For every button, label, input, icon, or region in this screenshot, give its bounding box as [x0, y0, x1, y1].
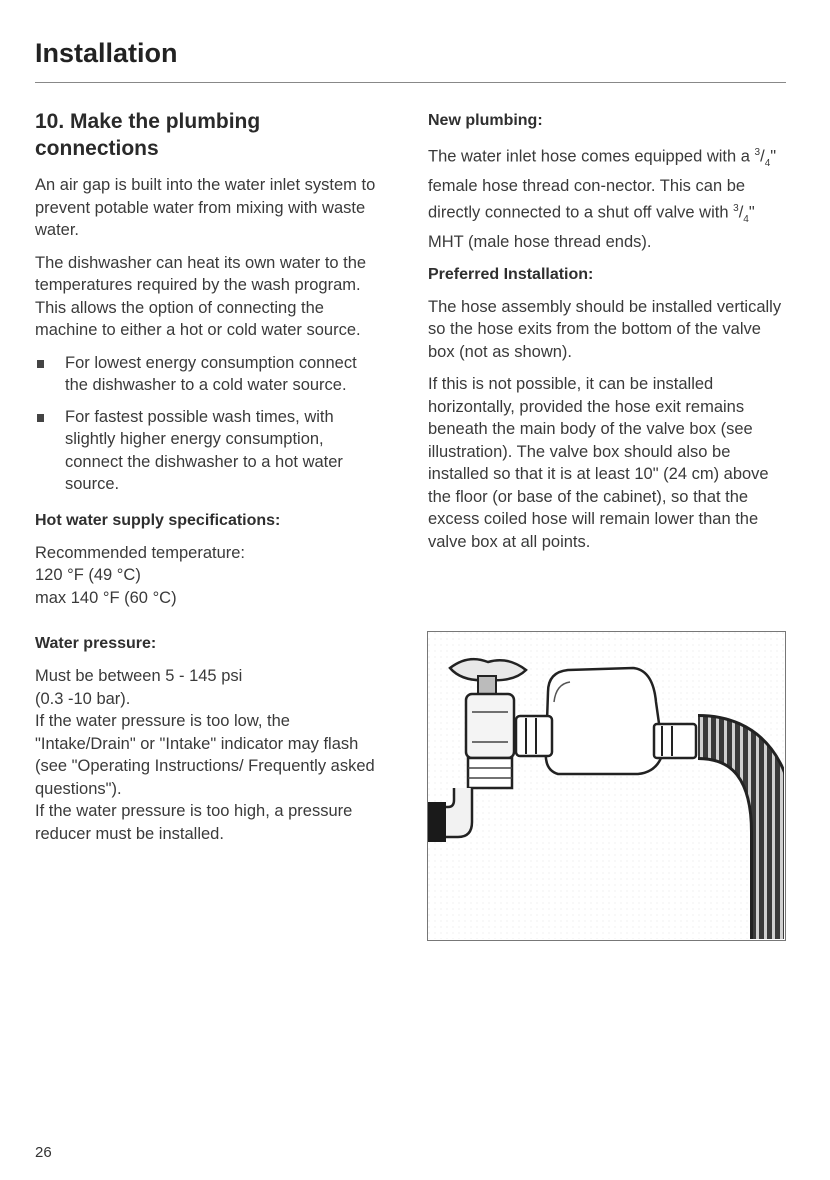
intro-paragraph-1: An air gap is built into the water inlet system to prevent potable water from mixing with waste water. [35, 176, 376, 239]
valve-illustration [427, 631, 786, 941]
page-number: 26 [35, 1144, 52, 1161]
pressure-range: Must be between 5 - 145 psi [35, 667, 243, 685]
pressure-range-bar: (0.3 -10 bar). [35, 689, 131, 708]
fraction-denominator: 4 [743, 213, 749, 225]
header-rule [35, 82, 786, 83]
new-plumbing-text-part: The water inlet hose comes equipped with a [428, 147, 755, 166]
section-title: 10. Make the plumbing connections [35, 110, 261, 160]
preferred-paragraph-2: If this is not possible, it can be installed horizontally, provided the hose exit remains beneath the main body of the valve box (see illustration). The valve box should also be installed so that it is at least 10" (24 cm) above the floor (or base of the cabinet), so that the excess coiled hose will remain lower than the valve box at all points. [428, 375, 769, 551]
new-plumbing-heading: New plumbing: [428, 112, 543, 129]
new-plumbing-text: The water inlet hose comes equipped with a $^3/_4$" female hose thread con-nector. This can be directly connected to a shut off valve with $^3/_4$" MHT (male hose thread ends). [428, 147, 777, 252]
max-temp-value: max 140 °F (60 °C) [35, 588, 177, 607]
valve-hose-illustration-icon [428, 632, 784, 939]
intro-paragraph-2: The dishwasher can heat its own water to the temperatures required by the wash program. This allows the option of connecting the machine to either a hot or cold water source. [35, 253, 367, 339]
hot-water-specs [35, 542, 380, 610]
fraction-numerator: 3 [733, 202, 739, 214]
bullet-text: For lowest energy consumption connect the dishwasher to a cold water source. [65, 353, 357, 394]
bullet-list [35, 352, 380, 496]
pressure-too-low: If the water pressure is too low, the "Intake/Drain" or "Intake" indicator may flash (see "Operating Instructions/ Frequently asked questions"). [35, 712, 375, 798]
page-header: Installation [35, 38, 178, 68]
hot-water-heading: Hot water supply specifications: [35, 511, 281, 529]
fraction-denominator: 4 [764, 157, 771, 169]
pressure-too-high: If the water pressure is too high, a pressure reducer must be installed. [35, 802, 353, 843]
bullet-square-icon [37, 360, 44, 368]
bullet-item [35, 406, 380, 496]
fraction-numerator: 3 [754, 147, 761, 158]
bullet-square-icon [37, 414, 44, 422]
bullet-item [35, 352, 380, 397]
left-column [35, 108, 380, 855]
water-pressure-heading: Water pressure: [35, 635, 157, 652]
preferred-paragraph-1: The hose assembly should be installed vertically so the hose exits from the bottom of the valve box (not as shown). [428, 297, 782, 361]
right-column [428, 110, 788, 563]
preferred-installation-heading: Preferred Installation: [428, 265, 594, 283]
recommended-temp-value: 120 °F (49 °C) [35, 566, 141, 584]
new-plumbing-text-part: " female hose thread con-nector. This can be directly connected to a shut off valve with [428, 147, 777, 222]
recommended-temp-label: Recommended temperature: [35, 543, 246, 562]
bullet-text: For fastest possible wash times, with slightly higher energy consumption, connect the dishwasher to a hot water source. [65, 407, 343, 493]
new-plumbing-text-part: " MHT (male hose thread ends). [428, 203, 755, 252]
water-pressure-text [35, 665, 380, 845]
